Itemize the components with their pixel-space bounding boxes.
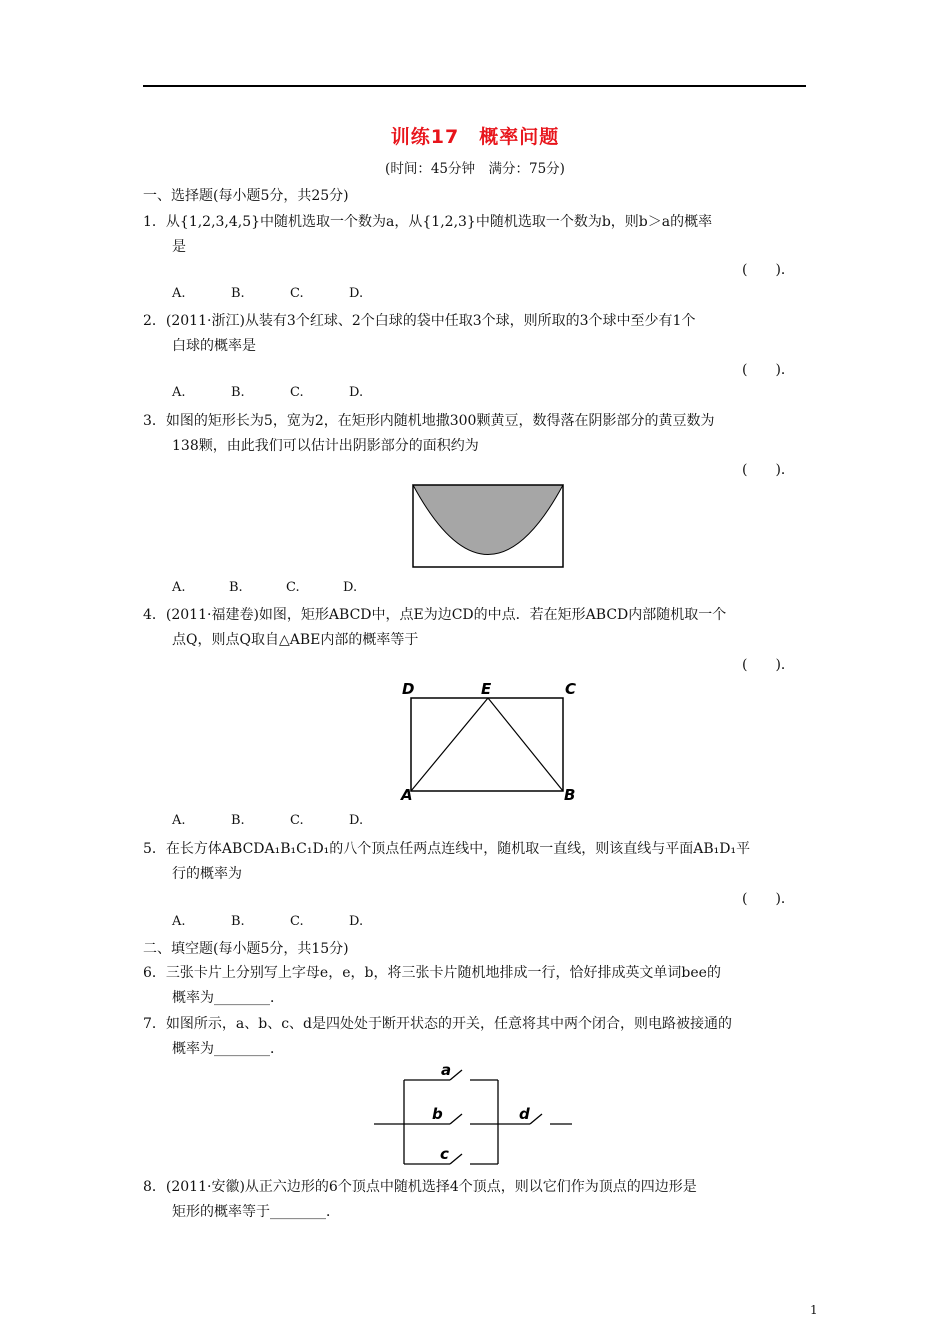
rectangle-abcd [411, 698, 563, 791]
option-c: C. [290, 385, 304, 400]
option-b: B. [229, 580, 243, 595]
question-4-line1: 4．(2011·福建卷)如图，矩形ABCD中，点E为边CD的中点．若在矩形ABCD内部随机取一个 [143, 607, 727, 623]
label-d: D [402, 680, 415, 698]
question-4-line2: 点Q，则点Q取自△ABE内部的概率等于 [172, 632, 419, 648]
switch-a-blade [450, 1070, 462, 1080]
switch-c-blade [450, 1154, 462, 1164]
label-switch-d: d [519, 1105, 530, 1123]
switch-d-blade [530, 1114, 542, 1124]
question-5-options [172, 914, 408, 929]
label-a: A [401, 786, 413, 804]
option-c: C. [286, 580, 300, 595]
question-3-options [172, 580, 400, 595]
question-5-line1: 5．在长方体ABCDA₁B₁C₁D₁的八个顶点任两点连线中，随机取一直线，则该直线与平面AB₁D₁平 [143, 841, 751, 857]
option-c: C. [290, 914, 304, 929]
option-d: D. [349, 813, 364, 828]
question-1-line1: 1．从{1,2,3,4,5}中随机选取一个数为a，从{1,2,3}中随机选取一个数为b，则b＞a的概率 [143, 214, 713, 230]
option-c: C. [290, 286, 304, 301]
section-heading-fill: 二、填空题(每小题5分，共15分) [143, 941, 349, 957]
question-8-line2: 矩形的概率等于________． [172, 1204, 340, 1220]
question-2-options [172, 385, 408, 400]
label-switch-c: c [440, 1145, 449, 1163]
question-5-answer-paren: ( )． [742, 891, 795, 907]
question-2-line1: 2．(2011·浙江)从装有3个红球、2个白球的袋中任取3个球，则所取的3个球中至少有1个 [143, 313, 696, 329]
switch-b-blade [450, 1114, 462, 1124]
question-6-line1: 6．三张卡片上分别写上字母e，e，b，将三张卡片随机地排成一行，恰好排成英文单词bee的 [143, 965, 721, 981]
option-d: D. [349, 385, 364, 400]
question-3-answer-paren: ( )． [742, 462, 795, 478]
question-4-options [172, 813, 408, 828]
question-3-line1: 3．如图的矩形长为5，宽为2，在矩形内随机地撒300颗黄豆，数得落在阴影部分的黄豆数为 [143, 413, 715, 429]
segment-be [488, 698, 563, 791]
option-b: B. [231, 286, 245, 301]
question-1-options [172, 286, 408, 301]
label-switch-b: b [432, 1105, 443, 1123]
option-a: A. [172, 813, 186, 828]
page-subtitle: (时间：45分钟 满分：75分) [385, 161, 565, 177]
label-e: E [481, 680, 492, 698]
question-3-line2: 138颗，由此我们可以估计出阴影部分的面积约为 [172, 438, 479, 454]
option-d: D. [349, 286, 364, 301]
question-3-figure [412, 484, 564, 568]
option-a: A. [172, 286, 186, 301]
question-8-line1: 8．(2011·安徽)从正六边形的6个顶点中随机选择4个顶点，则以它们作为顶点的四边形是 [143, 1179, 697, 1195]
option-d: D. [343, 580, 358, 595]
option-d: D. [349, 914, 364, 929]
option-a: A. [172, 580, 186, 595]
page-title: 训练17 概率问题 [390, 126, 560, 148]
section-heading-choice: 一、选择题(每小题5分，共25分) [143, 188, 349, 204]
label-switch-a: a [441, 1061, 452, 1079]
option-a: A. [172, 914, 186, 929]
page-number: 1 [810, 1303, 818, 1317]
question-2-line2: 白球的概率是 [172, 338, 256, 354]
segment-ae [411, 698, 488, 791]
shaded-parabola-region [413, 485, 563, 555]
question-2-answer-paren: ( )． [742, 362, 795, 378]
question-7-circuit-figure [374, 1062, 574, 1162]
option-b: B. [231, 385, 245, 400]
header-rule [143, 85, 806, 87]
question-1-answer-paren: ( )． [742, 262, 795, 278]
label-b: B [564, 786, 576, 804]
option-a: A. [172, 385, 186, 400]
option-c: C. [290, 813, 304, 828]
question-7-line2: 概率为________． [172, 1041, 284, 1057]
question-6-line2: 概率为________． [172, 990, 284, 1006]
question-5-line2: 行的概率为 [172, 866, 242, 882]
question-4-answer-paren: ( )． [742, 657, 795, 673]
question-7-line1: 7．如图所示，a、b、c、d是四处处于断开状态的开关，任意将其中两个闭合，则电路被接通的 [143, 1016, 733, 1032]
label-c: C [565, 680, 577, 698]
question-1-line2: 是 [172, 239, 186, 255]
question-4-figure [400, 680, 590, 804]
option-b: B. [231, 914, 245, 929]
option-b: B. [231, 813, 245, 828]
